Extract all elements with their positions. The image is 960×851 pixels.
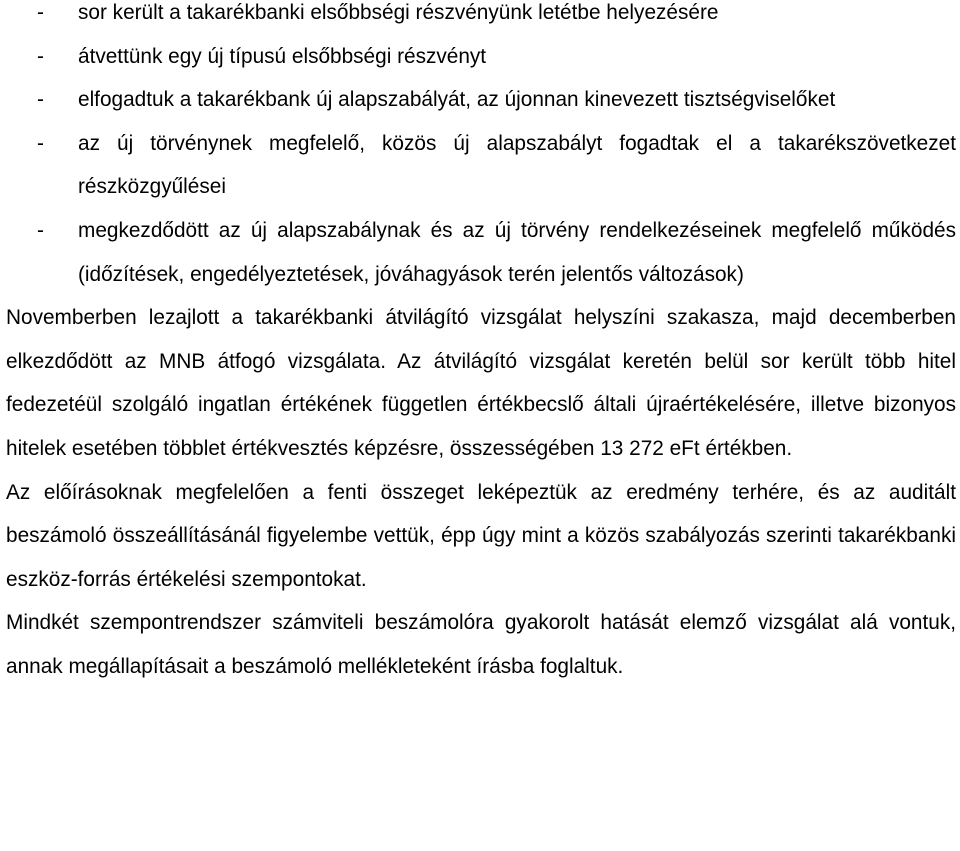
- list-dash: -: [37, 44, 44, 68]
- list-item: [6, 0, 956, 35]
- list-dash: -: [37, 131, 44, 155]
- list-item: [6, 35, 956, 79]
- list-item-text: az új törvénynek megfelelő, közös új alapszabályt fogadtak el a takarékszövetkezet részközgyűlései: [78, 131, 956, 199]
- list-item-text: sor került a takarékbanki elsőbbségi részvényünk letétbe helyezésére: [78, 1, 719, 24]
- list-item: [6, 122, 956, 209]
- list-item-text: elfogadtuk a takarékbank új alapszabályát, az újonnan kinevezett tisztségviselőket: [78, 88, 836, 112]
- paragraph-audit: Novemberben lezajlott a takarékbanki átvilágító vizsgálat helyszíni szakasza, majd decemberben elkezdődött az MNB átfogó vizsgálata. Az átvilágító vizsgálat keretén belül sor került több hitel fedezetéül szolgáló ingatlan értékének független értékbecslő általi újraértékelésére, illetve bizonyos hitelek esetében többlet értékvesztés képzésre, összességében 13 272 eFt értékben.: [6, 306, 956, 460]
- list-item: [6, 209, 956, 296]
- paragraph-accounting: Az előírásoknak megfelelően a fenti összeget leképeztük az eredmény terhére, és az auditált beszámoló összeállításánál figyelembe vettük, épp úgy mint a közös szabályozás szerinti takarékbanki eszköz-forrás értékelési szempontokat.: [6, 480, 956, 591]
- paragraph-analysis: Mindkét szempontrendszer számviteli beszámolóra gyakorolt hatását elemző vizsgálat alá vontuk, annak megállapításait a beszámoló mellékleteként írásba foglaltuk.: [6, 611, 956, 678]
- list-item-text: megkezdődött az új alapszabálynak és az új törvény rendelkezéseinek megfelelő működés (időzítések, engedélyeztetések, jóváhagyások terén jelentős változások): [78, 218, 956, 286]
- list-dash: -: [37, 88, 44, 112]
- list-item-text: átvettünk egy új típusú elsőbbségi részvényt: [78, 44, 487, 68]
- list-item: [6, 78, 956, 122]
- list-dash: -: [37, 218, 44, 242]
- bullet-list: [6, 0, 956, 296]
- list-dash: -: [37, 1, 44, 24]
